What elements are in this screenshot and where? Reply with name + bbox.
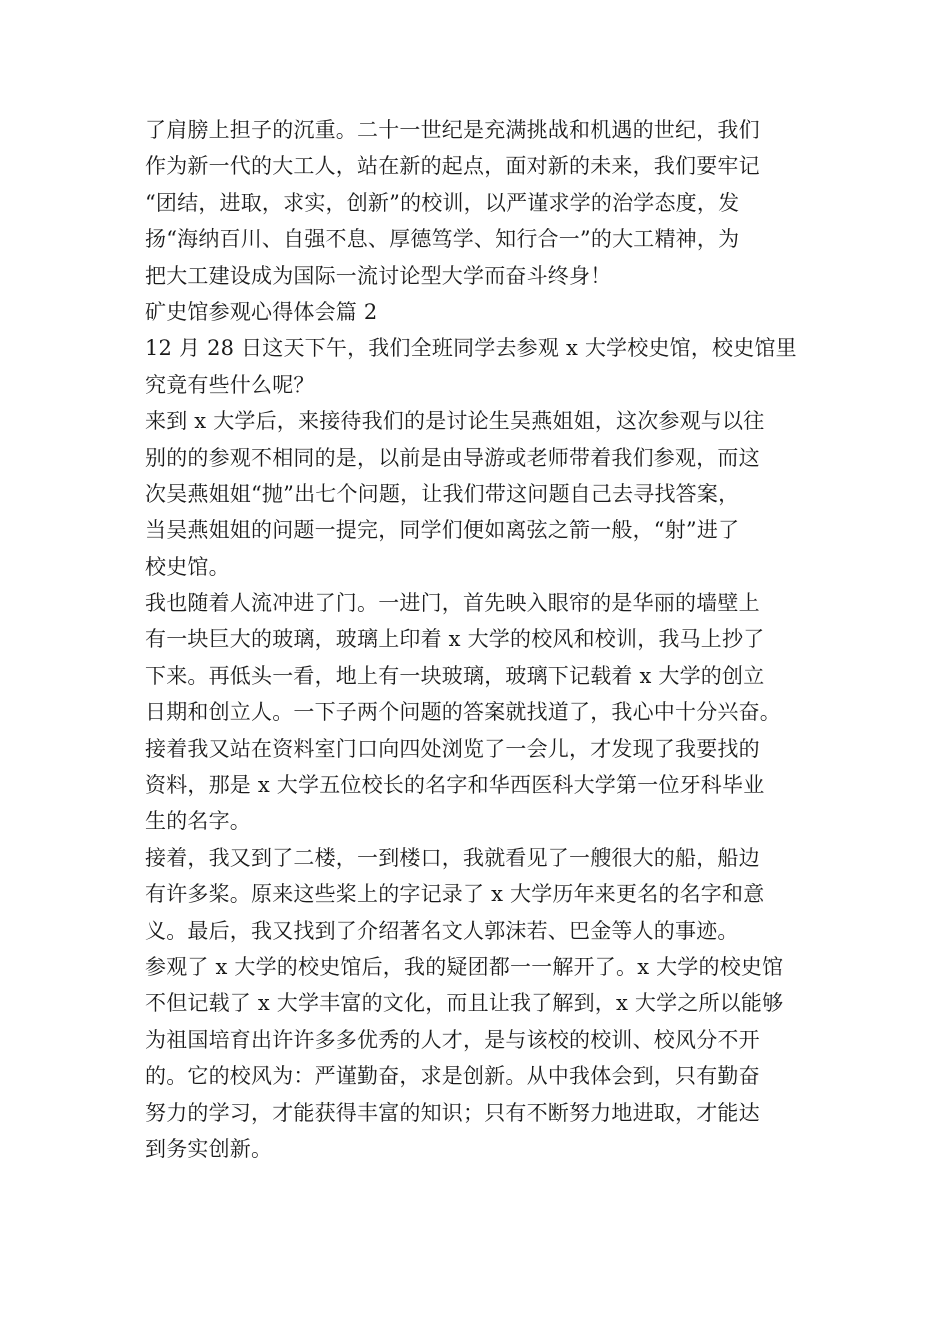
- text-line: 的。它的校风为：严谨勤奋，求是创新。从中我体会到，只有勤奋: [145, 1064, 760, 1089]
- text-line: 参观了 x 大学的校史馆后，我的疑团都一一解开了。x 大学的校史馆: [145, 954, 784, 979]
- text-line: 扬“海纳百川、自强不息、厚德笃学、知行合一”的大工精神，为: [145, 227, 740, 252]
- text-line: 究竟有些什么呢？: [145, 372, 315, 397]
- text-line: 日期和创立人。一下子两个问题的答案就找道了，我心中十分兴奋。: [145, 700, 781, 725]
- text-line: 校史馆。: [145, 554, 230, 579]
- text-line: 我也随着人流冲进了门。一进门，首先映入眼帘的是华丽的墙壁上: [145, 591, 760, 616]
- text-line: 为祖国培育出许许多多优秀的人才，是与该校的校训、校风分不开: [145, 1027, 760, 1052]
- text-line: 义。最后，我又找到了介绍著名文人郭沫若、巴金等人的事迹。: [145, 918, 739, 943]
- text-line: 别的的参观不相同的是，以前是由导游或老师带着我们参观，而这: [145, 445, 760, 470]
- text-line: 到务实创新。: [145, 1136, 273, 1161]
- text-line: 生的名字。: [145, 809, 251, 834]
- text-line: 作为新一代的大工人，站在新的起点，面对新的未来，我们要牢记: [145, 154, 760, 179]
- text-line: 了肩膀上担子的沉重。二十一世纪是充满挑战和机遇的世纪，我们: [145, 118, 760, 142]
- text-line: 来到 x 大学后，来接待我们的是讨论生吴燕姐姐，这次参观与以往: [145, 409, 765, 434]
- text-line: 接着，我又到了二楼，一到楼口，我就看见了一艘很大的船，船边: [145, 845, 760, 870]
- text-line: 有一块巨大的玻璃，玻璃上印着 x 大学的校风和校训，我马上抄了: [145, 627, 765, 652]
- text-line: 当吴燕姐姐的问题一提完，同学们便如离弦之箭一般，“射”进了: [145, 518, 740, 543]
- section-heading: 矿史馆参观心得体会篇 2: [145, 299, 378, 324]
- text-line: 努力的学习，才能获得丰富的知识；只有不断努力地进取，才能达: [145, 1100, 760, 1125]
- text-line: “团结，进取，求实，创新”的校训，以严谨求学的治学态度，发: [145, 190, 740, 215]
- text-line: 资料，那是 x 大学五位校长的名字和华西医科大学第一位牙科毕业: [145, 773, 765, 798]
- document-page: [145, 112, 825, 1167]
- text-line: 不但记载了 x 大学丰富的文化，而且让我了解到，x 大学之所以能够: [145, 991, 784, 1016]
- text-line: 12 月 28 日这天下午，我们全班同学去参观 x 大学校史馆，校史馆里: [145, 336, 797, 361]
- text-line: 有许多桨。原来这些桨上的字记录了 x 大学历年来更名的名字和意: [145, 882, 765, 907]
- text-line: 下来。再低头一看，地上有一块玻璃，玻璃下记载着 x 大学的创立: [145, 663, 765, 688]
- text-line: 把大工建设成为国际一流讨论型大学而奋斗终身！: [145, 263, 612, 288]
- text-line: 次吴燕姐姐“抛”出七个问题，让我们带这问题自己去寻找答案，: [145, 481, 740, 506]
- text-line: 接着我又站在资料室门口向四处浏览了一会儿，才发现了我要找的: [145, 736, 760, 761]
